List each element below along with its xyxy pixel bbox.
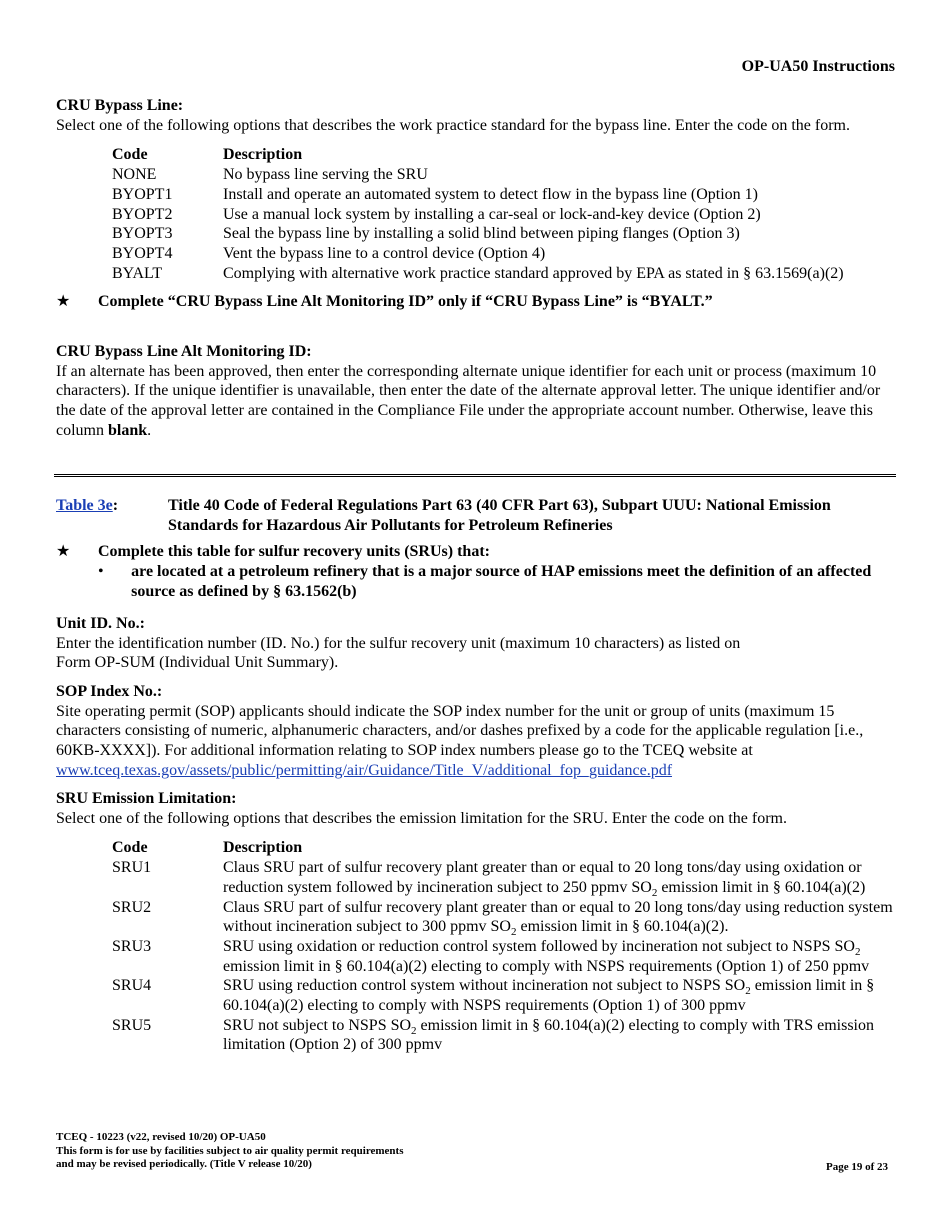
table3e-link[interactable]: Table 3e [56,497,113,514]
row-code: NONE [112,166,157,184]
row-code: BYOPT1 [112,185,173,203]
alt-monitoring-period: . [147,421,152,439]
row-description: Vent the bypass line to a control device (Option 4) [223,244,546,262]
sru-limitation-heading: SRU Emission Limitation: [56,790,237,807]
unit-id-line2: Form OP-SUM (Individual Unit Summary). [56,654,339,672]
table3e-title-line2: Standards for Hazardous Air Pollutants for Petroleum Refineries [168,516,613,534]
desc-part-a: Claus SRU part of sulfur recovery plant greater than or equal to 20 long tons/day using reduction system without incineration subject to 300 ppmv SO [223,898,893,936]
desc-subscript: 2 [411,1024,417,1037]
row-code: SRU5 [112,1016,152,1034]
row-description: Use a manual lock system by installing a car-seal or lock-and-key device (Option 2) [223,205,761,223]
sop-guidance-link[interactable]: www.tceq.texas.gov/assets/public/permitting/air/Guidance/Title_V/additional_fop_guidance.pdf [56,761,673,779]
bullet-icon: • [98,563,104,581]
unit-id-heading: Unit ID. No.: [56,615,145,632]
row-description [223,858,898,897]
star-icon: ★ [56,293,71,311]
sop-index-heading: SOP Index No.: [56,683,163,700]
row-code: BYALT [112,264,163,282]
desc-part-b: emission limit in § 60.104(a)(2) electing to comply with NSPS requirements (Option 1) of 300 ppmv [223,977,875,1015]
table-row [112,858,898,897]
star-note-text: Complete “CRU Bypass Line Alt Monitoring ID” only if “CRU Bypass Line” is “BYALT.” [98,293,713,311]
table3e-bullet [98,562,896,601]
row-description [223,937,898,976]
desc-part-a: SRU not subject to NSPS SO [223,1016,412,1034]
footer-form-info [56,1131,404,1172]
row-description: Seal the bypass line by installing a solid blind between piping flanges (Option 3) [223,225,740,243]
alt-monitoring-blank: blank [108,421,148,439]
desc-part-b: emission limit in § 60.104(a)(2) [657,878,866,896]
table-row [112,205,844,225]
code-column-header: Code [112,839,148,857]
alt-monitoring-section [56,342,896,441]
table3e-title [168,496,831,535]
table-row [112,898,898,937]
table-row [112,1016,898,1055]
unit-id-section [56,614,896,673]
bullet-text: are located at a petroleum refinery that is a major source of HAP emissions meet the definition of an affected source as defined by § 63.1562(b) [131,563,872,600]
row-description: Complying with alternative work practice standard approved by EPA as stated in § 63.1569(a)(2) [223,264,844,282]
row-code: SRU3 [112,937,152,955]
table-row [112,244,844,264]
row-description [223,898,898,937]
description-column-header: Description [223,146,303,164]
desc-subscript: 2 [745,985,751,998]
desc-part-a: SRU using reduction control system without incineration not subject to NSPS SO [223,977,746,995]
page-number: Page 19 of 23 [825,1161,888,1173]
table-row [112,937,898,976]
table-row [112,976,898,1015]
sru-limitation-intro: Select one of the following options that describes the emission limitation for the SRU. Enter the code on the form. [56,809,787,827]
table3e-heading [56,496,896,602]
desc-part-b: emission limit in § 60.104(a)(2) electing to comply with TRS emission limitation (Option 2) of 300 ppmv [223,1016,874,1054]
footer-line3: and may be revised periodically. (Title V release 10/20) [56,1158,312,1171]
star-icon: ★ [56,543,71,561]
alt-monitoring-heading: CRU Bypass Line Alt Monitoring ID: [56,343,312,360]
sop-index-body: Site operating permit (SOP) applicants should indicate the SOP index number for the unit or group of units (maximum 15 characters consisting of numeric, alphanumeric characters, and/or dashes prefixed by a code for the applicable regulation [i.e., 60KB-XXXX]). For additional information relating to SOP index numbers please go to the TCEQ website at [56,702,864,760]
sop-index-section [56,682,896,781]
description-column-header: Description [223,839,303,857]
alt-monitoring-body: If an alternate has been approved, then enter the corresponding alternate unique identifier for each unit or process (maximum 10 characters). If the unique identifier is unavailable, then enter the date of the alternate approval letter. The unique identifier and/or the date of the approval letter are contained in the Compliance File under the appropriate account number. Otherwise, leave this column [56,362,881,439]
table3e-colon: : [112,497,119,514]
sru-code-table [112,838,898,1055]
desc-subscript: 2 [854,946,861,959]
bypass-line-intro: Select one of the following options that describes the work practice standard for the bypass line. Enter the code on the form. [56,116,850,134]
row-code: SRU4 [112,977,152,995]
desc-part-b: emission limit in § 60.104(a)(2). [516,918,729,936]
row-description: No bypass line serving the SRU [223,166,428,184]
bypass-code-table [112,145,844,283]
row-code: BYOPT4 [112,244,173,262]
desc-subscript: 2 [651,887,658,899]
desc-part-b: emission limit in § 60.104(a)(2) electing to comply with NSPS requirements (Option 1) of 250 ppmv [223,957,870,975]
row-description [223,976,898,1015]
row-code: SRU2 [112,898,152,916]
row-code: BYOPT3 [112,225,173,243]
bypass-line-heading: CRU Bypass Line: [56,97,184,114]
page-header-title: OP-UA50 Instructions [741,58,895,75]
row-description [223,1016,898,1055]
bypass-line-section [56,96,896,312]
table3e-title-line1: Title 40 Code of Federal Regulations Part 63 (40 CFR Part 63), Subpart UUU: National Emission [168,497,831,514]
table-row [112,185,844,205]
desc-subscript: 2 [510,926,517,939]
table3e-star-note [56,542,896,562]
section-divider [54,474,896,477]
unit-id-line1: Enter the identification number (ID. No.) for the sulfur recovery unit (maximum 10 characters) as listed on [56,634,741,652]
table-row [112,165,844,185]
footer-line1: TCEQ - 10223 (v22, revised 10/20) OP-UA50 [56,1131,266,1143]
row-description: Install and operate an automated system to detect flow in the bypass line (Option 1) [223,185,758,203]
desc-part-a: SRU using oxidation or reduction control system followed by incineration not subject to NSPS SO [223,937,855,955]
row-code: BYOPT2 [112,205,173,223]
sop-index-text [56,702,896,781]
bypass-star-note [56,292,896,312]
footer-line2: This form is for use by facilities subject to air quality permit requirements [56,1144,404,1157]
table-row [112,264,844,284]
alt-monitoring-text [56,362,896,441]
table-row [112,224,844,244]
star-note-text: Complete this table for sulfur recovery units (SRUs) that: [98,543,490,561]
row-code: SRU1 [112,859,152,877]
code-column-header: Code [112,146,148,164]
sru-limitation-section [56,789,896,1055]
desc-part-a: Claus SRU part of sulfur recovery plant greater than or equal to 20 long tons/day using oxidation or reduction system followed by incineration subject to 250 ppmv SO [223,859,862,896]
